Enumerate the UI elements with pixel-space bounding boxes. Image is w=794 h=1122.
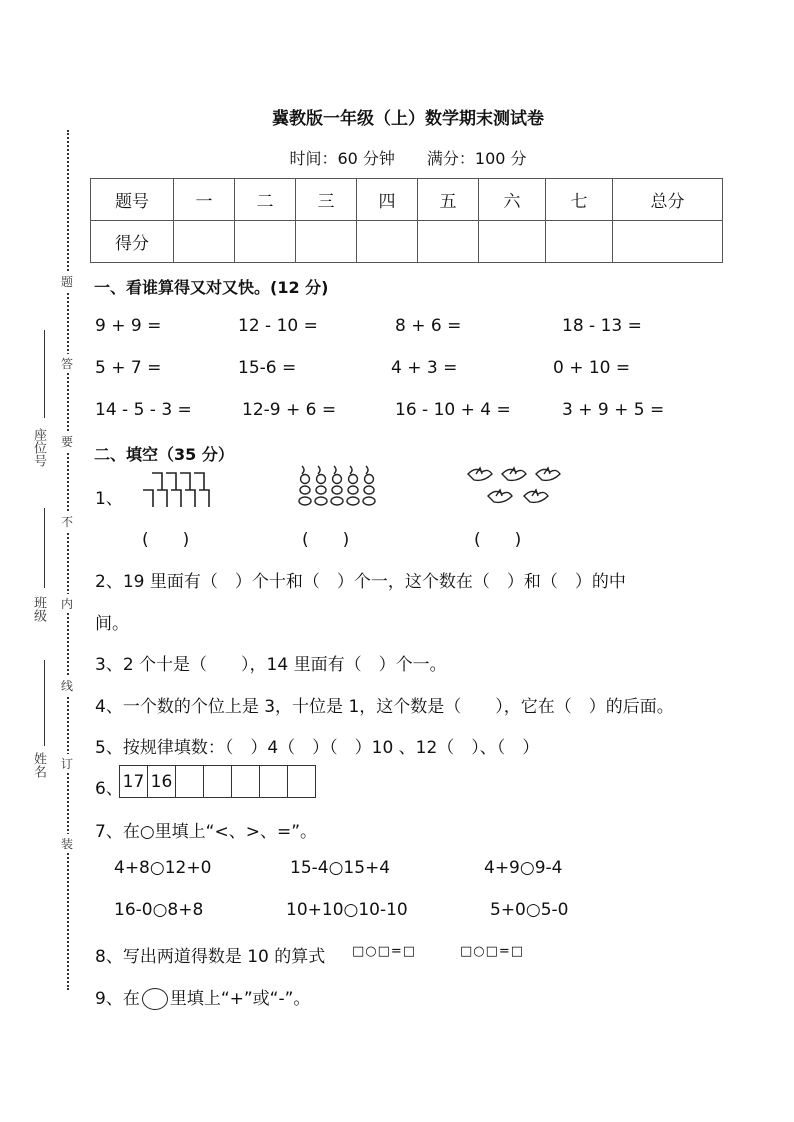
score-entry[interactable] xyxy=(546,221,613,263)
q2-line1: 2、19 里面有（ ）个十和（ ）个一，这个数在（ ）和（ ）的中 xyxy=(95,572,626,592)
q9-text-after: 里填上“+”或“-”。 xyxy=(169,989,311,1009)
score-cell: 三 xyxy=(296,179,357,221)
margin-char-2: 答 xyxy=(61,354,73,373)
q7-item: 4+9○9-4 xyxy=(484,858,563,878)
score-entry[interactable] xyxy=(479,221,546,263)
score-table-score-row xyxy=(91,221,723,263)
page-title: 冀教版一年级（上）数学期末测试卷 xyxy=(272,109,544,129)
class-label: 班级 xyxy=(31,596,46,622)
calc-item: 5 + 7 = xyxy=(95,358,162,378)
binding-dotted-line xyxy=(67,130,69,990)
calc-item: 16 - 10 + 4 = xyxy=(395,400,511,420)
calc-item: 12-9 + 6 = xyxy=(242,400,337,420)
q7-heading: 7、在○里填上“<、>、=”。 xyxy=(95,822,317,842)
calc-item: 3 + 9 + 5 = xyxy=(562,400,665,420)
score-table-header-row xyxy=(91,179,723,221)
q1-label: 1、 xyxy=(95,489,123,509)
q1-answer-blank[interactable]: ( ) xyxy=(302,530,350,550)
score-cell: 总分 xyxy=(613,179,723,221)
oval-blank-icon xyxy=(142,988,168,1010)
score-entry[interactable] xyxy=(174,221,235,263)
beads-icon xyxy=(294,464,386,508)
q9-text xyxy=(95,984,310,1010)
score-cell: 二 xyxy=(235,179,296,221)
calc-item: 4 + 3 = xyxy=(391,358,458,378)
score-cell: 五 xyxy=(418,179,479,221)
counting-sticks-icon xyxy=(140,470,216,510)
calc-item: 14 - 5 - 3 = xyxy=(95,400,192,420)
q6-label: 6、 xyxy=(95,779,123,799)
q5-text: 5、按规律填数：（ ）4（ ）（ ）10 、12（ ）、（ ） xyxy=(95,738,540,758)
score-entry[interactable] xyxy=(418,221,479,263)
margin-char-5: 内 xyxy=(61,594,73,613)
calc-item: 15-6 = xyxy=(238,358,297,378)
score-entry[interactable] xyxy=(613,221,723,263)
score-entry[interactable] xyxy=(357,221,418,263)
q6-box: 16 xyxy=(148,766,176,798)
score-cell: 一 xyxy=(174,179,235,221)
q6-box[interactable] xyxy=(176,766,204,798)
margin-char-8: 装 xyxy=(61,834,73,853)
score-entry[interactable] xyxy=(235,221,296,263)
calc-item: 12 - 10 = xyxy=(238,316,318,336)
name-underline xyxy=(44,660,45,746)
score-cell: 题号 xyxy=(91,179,174,221)
score-cell: 六 xyxy=(479,179,546,221)
q2-line2: 间。 xyxy=(95,614,129,634)
q8-formula-1[interactable]: □○□=□ xyxy=(352,944,417,959)
q6-box[interactable] xyxy=(232,766,260,798)
calc-item: 8 + 6 = xyxy=(395,316,462,336)
q6-number-boxes xyxy=(119,765,316,798)
q1-answer-blank[interactable]: ( ) xyxy=(474,530,522,550)
q8-formula-2[interactable]: □○□=□ xyxy=(460,944,525,959)
calc-item: 0 + 10 = xyxy=(553,358,631,378)
name-label: 姓名 xyxy=(31,752,46,778)
margin-char-4: 不 xyxy=(61,512,73,531)
birds-icon xyxy=(466,462,566,510)
q4-text: 4、一个数的个位上是 3，十位是 1，这个数是（ ），它在（ ）的后面。 xyxy=(95,697,674,717)
margin-char-3: 要 xyxy=(61,432,73,451)
section2-heading: 二、填空（35 分） xyxy=(94,445,234,464)
q7-item: 15-4○15+4 xyxy=(290,858,391,878)
score-entry[interactable] xyxy=(296,221,357,263)
q7-item: 5+0○5-0 xyxy=(490,900,569,920)
seat-number-underline xyxy=(44,330,45,418)
q1-answer-blank[interactable]: ( ) xyxy=(142,530,190,550)
exam-time-and-score: 时间：60 分钟 满分：100 分 xyxy=(289,149,527,168)
section1-heading: 一、看谁算得又对又快。(12 分) xyxy=(94,278,329,297)
class-underline xyxy=(44,508,45,588)
q6-box[interactable] xyxy=(288,766,316,798)
margin-char-7: 订 xyxy=(61,754,73,773)
q7-item: 4+8○12+0 xyxy=(114,858,212,878)
q7-item: 10+10○10-10 xyxy=(286,900,408,920)
calc-item: 9 + 9 = xyxy=(95,316,162,336)
q3-text: 3、2 个十是（ ），14 里面有（ ）个一。 xyxy=(95,655,447,675)
calc-item: 18 - 13 = xyxy=(562,316,642,336)
score-cell: 七 xyxy=(546,179,613,221)
q6-box: 17 xyxy=(120,766,148,798)
seat-number-label: 座位号 xyxy=(31,428,46,467)
margin-char-6: 线 xyxy=(61,676,73,695)
q6-box[interactable] xyxy=(260,766,288,798)
q7-item: 16-0○8+8 xyxy=(114,900,204,920)
score-cell: 得分 xyxy=(91,221,174,263)
score-table xyxy=(90,178,723,263)
score-cell: 四 xyxy=(357,179,418,221)
q6-box[interactable] xyxy=(204,766,232,798)
margin-char-1: 题 xyxy=(61,272,73,291)
q9-text-before: 9、在 xyxy=(95,989,140,1009)
q8-text: 8、写出两道得数是 10 的算式 xyxy=(95,947,326,967)
